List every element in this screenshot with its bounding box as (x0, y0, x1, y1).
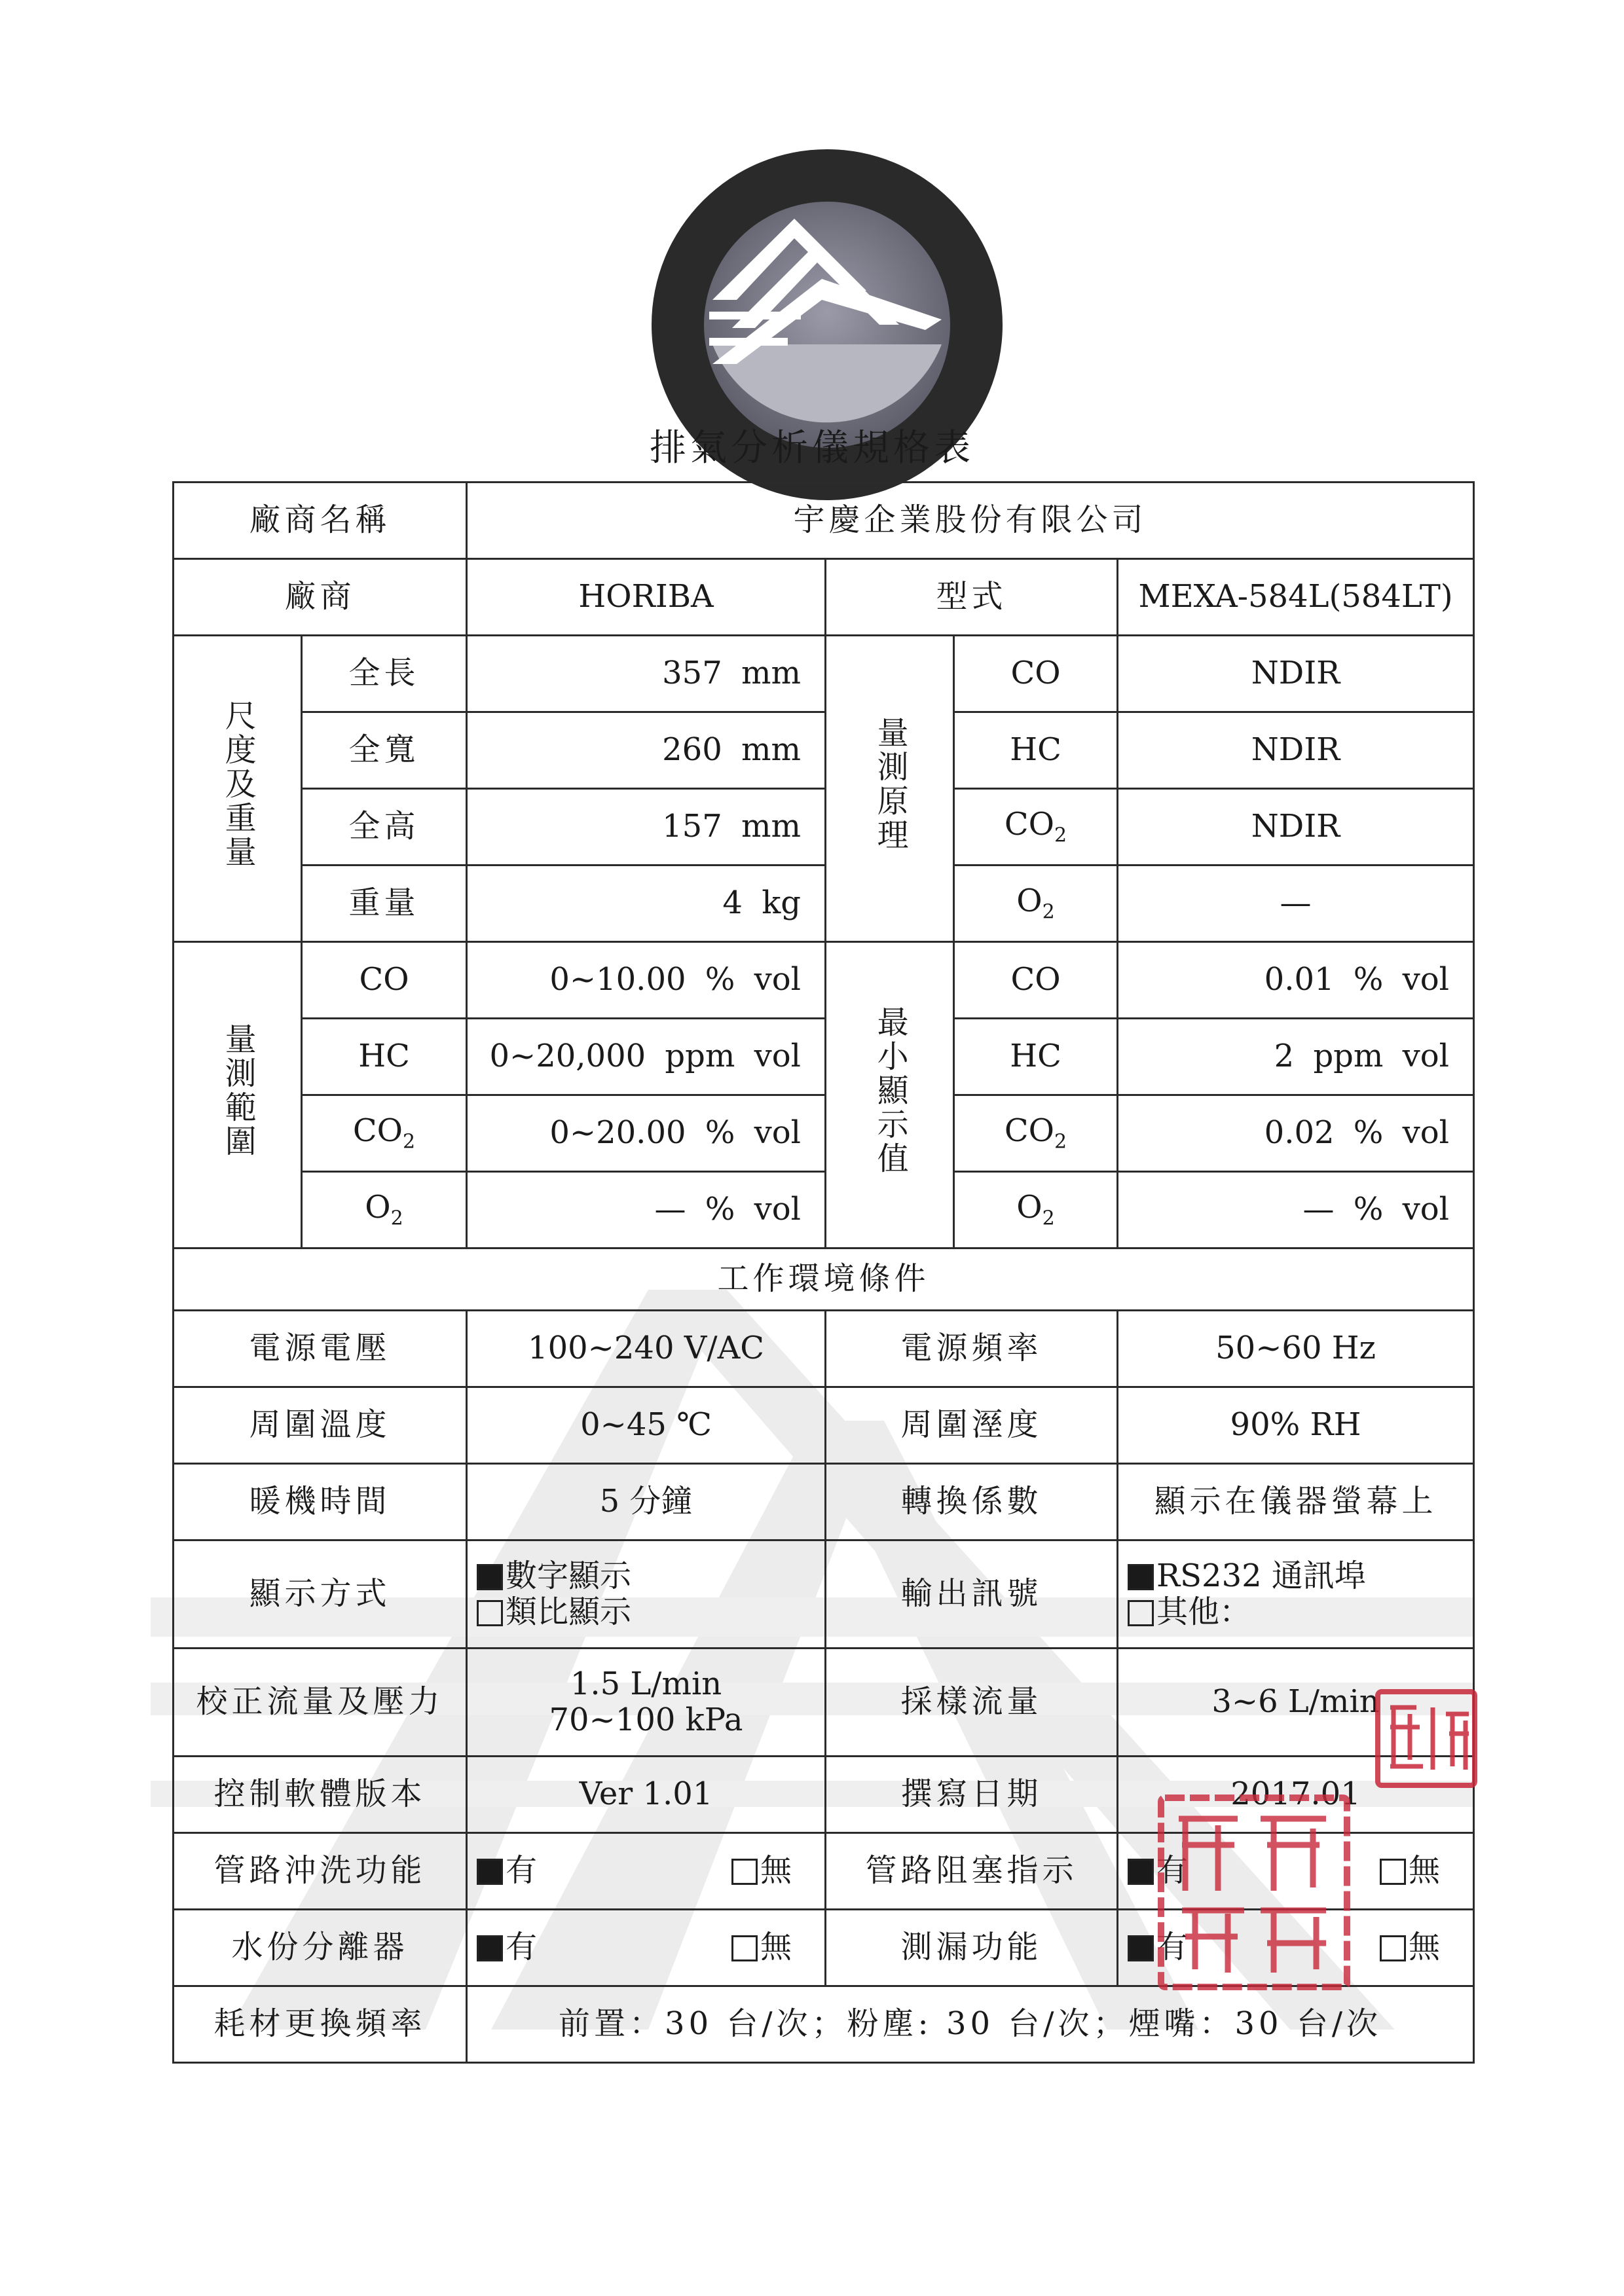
principle-value: NDIR (1118, 636, 1474, 712)
checkbox-checked[interactable] (1128, 1935, 1154, 1961)
conversion-value: 顯示在儀器螢幕上 (1118, 1464, 1474, 1540)
written-date-value: 2017.01 (1118, 1757, 1474, 1833)
written-date-label: 撰寫日期 (826, 1757, 1118, 1833)
range-value: 0~20,000 ppm vol (467, 1019, 826, 1095)
checkbox-unchecked[interactable] (1380, 1859, 1406, 1885)
calibration-value (467, 1649, 826, 1757)
table-row (174, 1540, 1474, 1649)
checkbox-unchecked[interactable] (477, 1600, 503, 1626)
min-display-gas: $CO_2$ (954, 1095, 1118, 1172)
display-mode-option-digital[interactable]: 數字顯示 (474, 1558, 818, 1594)
software-label: 控制軟體版本 (174, 1757, 467, 1833)
range-value: — % vol (467, 1172, 826, 1248)
min-display-gas: CO (954, 942, 1118, 1019)
power-voltage-value: 100~240 V/AC (467, 1311, 826, 1387)
power-voltage-label: 電源電壓 (174, 1311, 467, 1387)
dimension-value: 357 mm (467, 636, 826, 712)
dimension-label: 全高 (302, 789, 467, 866)
output-signal-option-other[interactable]: 其他： (1125, 1594, 1466, 1630)
display-mode-option-analog[interactable]: 類比顯示 (474, 1594, 818, 1630)
range-value: 0~20.00 % vol (467, 1095, 826, 1172)
vendor-name: 宇慶企業股份有限公司 (467, 483, 1474, 559)
display-mode-options (467, 1540, 826, 1649)
output-signal-option-rs232[interactable]: RS232 通訊埠 (1125, 1558, 1466, 1594)
company-seal-large (1156, 1793, 1352, 1992)
min-display-value: 2 ppm vol (1118, 1019, 1474, 1095)
principle-gas: $CO_2$ (954, 789, 1118, 866)
ambient-temp-label: 周圍溫度 (174, 1387, 467, 1464)
ambient-humidity-value: 90% RH (1118, 1387, 1474, 1464)
flush-no-option[interactable]: 無 (731, 1853, 792, 1889)
min-display-gas: HC (954, 1019, 1118, 1095)
power-frequency-label: 電源頻率 (826, 1311, 1118, 1387)
flush-options (467, 1833, 826, 1910)
table-row (174, 1464, 1474, 1540)
dimension-value: 4 kg (467, 866, 826, 942)
ambient-humidity-label: 周圍溼度 (826, 1387, 1118, 1464)
principle-value: NDIR (1118, 789, 1474, 866)
manufacturer-value: HORIBA (467, 559, 826, 636)
table-row (174, 1172, 1474, 1248)
min-display-group-label: 最小顯示值 (826, 942, 954, 1248)
output-signal-options (1118, 1540, 1474, 1649)
dimension-label: 全長 (302, 636, 467, 712)
consumable-value: 前置：30 台/次；粉塵: 30 台/次；煙嘴：30 台/次 (467, 1986, 1474, 2063)
checkbox-checked[interactable] (1128, 1859, 1154, 1885)
table-row (174, 636, 1474, 712)
min-display-gas: $O_2$ (954, 1172, 1118, 1248)
dimension-value: 157 mm (467, 789, 826, 866)
table-row (174, 866, 1474, 942)
principle-gas: HC (954, 712, 1118, 789)
sampling-flow-label: 採樣流量 (826, 1649, 1118, 1757)
blockage-no-option[interactable]: 無 (1380, 1853, 1440, 1889)
consumable-label: 耗材更換頻率 (174, 1986, 467, 2063)
water-sep-options (467, 1910, 826, 1986)
water-sep-no-option[interactable]: 無 (731, 1929, 792, 1965)
checkbox-unchecked[interactable] (1128, 1600, 1154, 1626)
range-gas: $O_2$ (302, 1172, 467, 1248)
min-display-value: 0.01 % vol (1118, 942, 1474, 1019)
page-title: 排氣分析儀規格表 (650, 427, 974, 469)
env-section-header (174, 1248, 1474, 1311)
checkbox-checked[interactable] (1128, 1564, 1154, 1590)
table-row (174, 1311, 1474, 1387)
table-row (174, 1019, 1474, 1095)
table-row (174, 942, 1474, 1019)
vendor-name-label: 廠商名稱 (174, 483, 467, 559)
table-row (174, 1095, 1474, 1172)
ambient-temp-value: 0~45 ℃ (467, 1387, 826, 1464)
checkbox-checked[interactable] (477, 1564, 503, 1590)
manufacturer-label: 廠商 (174, 559, 467, 636)
calibration-label: 校正流量及壓力 (174, 1649, 467, 1757)
blockage-label: 管路阻塞指示 (826, 1833, 1118, 1910)
flush-yes-option[interactable]: 有 (477, 1853, 537, 1889)
warmup-label: 暖機時間 (174, 1464, 467, 1540)
calibration-flow: 1.5 L/min (570, 1665, 722, 1702)
table-row (174, 712, 1474, 789)
power-frequency-value: 50~60 Hz (1118, 1311, 1474, 1387)
conversion-label: 轉換係數 (826, 1464, 1118, 1540)
water-sep-yes-option[interactable]: 有 (477, 1929, 537, 1965)
sampling-flow-value: 3~6 L/min (1118, 1649, 1474, 1757)
warmup-value: 5 分鐘 (467, 1464, 826, 1540)
checkbox-unchecked[interactable] (1380, 1935, 1406, 1961)
vendor-row (174, 483, 1474, 559)
display-mode-label: 顯示方式 (174, 1540, 467, 1649)
principle-value: — (1118, 866, 1474, 942)
checkbox-unchecked[interactable] (731, 1935, 758, 1961)
principle-value: NDIR (1118, 712, 1474, 789)
company-seal-small (1374, 1688, 1479, 1789)
min-display-value: 0.02 % vol (1118, 1095, 1474, 1172)
min-display-value: — % vol (1118, 1172, 1474, 1248)
output-signal-label: 輸出訊號 (826, 1540, 1118, 1649)
leak-test-label: 測漏功能 (826, 1910, 1118, 1986)
table-row (174, 1649, 1474, 1757)
calibration-pressure: 70~100 kPa (549, 1702, 743, 1738)
checkbox-checked[interactable] (477, 1859, 503, 1885)
range-group-label: 量測範圍 (174, 942, 302, 1248)
range-value: 0~10.00 % vol (467, 942, 826, 1019)
range-gas: $CO_2$ (302, 1095, 467, 1172)
table-row (174, 1986, 1474, 2063)
principle-gas: CO (954, 636, 1118, 712)
env-section-title: 工作環境條件 (174, 1248, 1474, 1311)
table-row (174, 789, 1474, 866)
range-gas: CO (302, 942, 467, 1019)
software-value: Ver 1.01 (467, 1757, 826, 1833)
water-sep-label: 水份分離器 (174, 1910, 467, 1986)
checkbox-checked[interactable] (477, 1935, 503, 1961)
dimension-group-label: 尺度及重量 (174, 636, 302, 942)
range-gas: HC (302, 1019, 467, 1095)
blockage-yes-option[interactable]: 有 (1128, 1853, 1188, 1889)
principle-group-label: 量測原理 (826, 636, 954, 942)
dimension-label: 全寬 (302, 712, 467, 789)
leak-test-yes-option[interactable]: 有 (1128, 1929, 1188, 1965)
flush-label: 管路沖洗功能 (174, 1833, 467, 1910)
leak-test-no-option[interactable]: 無 (1380, 1929, 1440, 1965)
dimension-value: 260 mm (467, 712, 826, 789)
table-row (174, 1387, 1474, 1464)
manufacturer-row (174, 559, 1474, 636)
dimension-label: 重量 (302, 866, 467, 942)
model-value: MEXA-584L(584LT) (1118, 559, 1474, 636)
model-label: 型式 (826, 559, 1118, 636)
principle-gas: $O_2$ (954, 866, 1118, 942)
checkbox-unchecked[interactable] (731, 1859, 758, 1885)
